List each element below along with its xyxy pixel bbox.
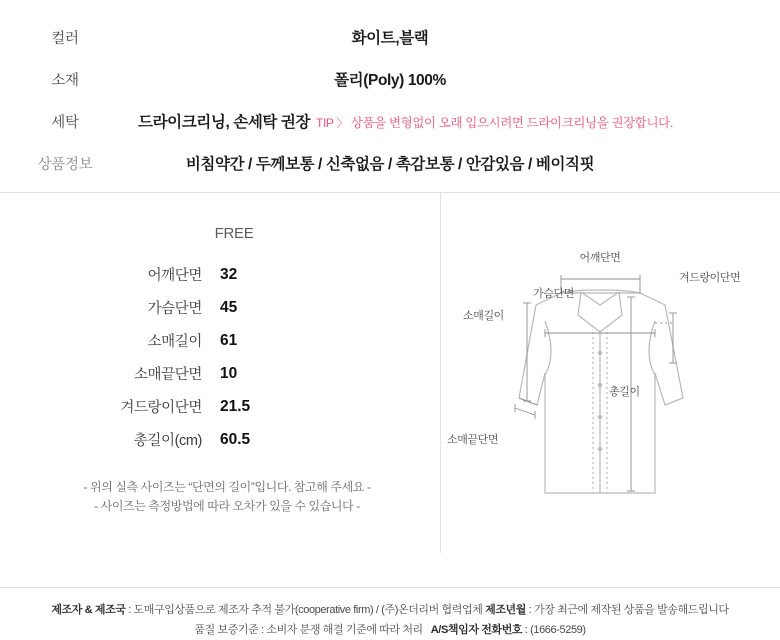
size-value-cuff: 10 (220, 364, 238, 382)
spec-value-wash (130, 102, 780, 144)
footer-year-text: : 가장 최근에 제작된 상품을 발송해드립니다 (528, 604, 729, 616)
spec-label-wash: 세탁 (51, 115, 79, 131)
size-row-shoulder (0, 258, 440, 291)
footer-manufacturer-text: : 도매구입상품으로 제조자 추적 불가(cooperative firm) / (주)온더리버 협력업체 (128, 604, 483, 616)
footer-as-text: : (1666-5259) (524, 624, 586, 636)
diagram-label-total-length: 총길이 (609, 386, 640, 398)
size-name-armhole: 겨드랑이단면 (120, 400, 202, 416)
size-row-total-length (0, 423, 440, 456)
size-name-sleeve-length: 소매길이 (147, 334, 202, 350)
spec-row-color (0, 18, 780, 60)
size-name-shoulder: 어깨단면 (147, 268, 202, 284)
spec-row-info (0, 144, 780, 186)
tip-text: 상품을 변형없이 오래 입으시려면 드라이크리닝을 권장합니다. (350, 116, 673, 130)
footer-warranty-text: 품질 보증기준 : 소비자 분쟁 해결 기준에 따라 처리 (194, 624, 423, 636)
spec-row-material (0, 60, 780, 102)
size-name-cuff: 소매끝단면 (133, 367, 202, 383)
size-diagram-panel (440, 193, 780, 553)
size-note-1: - 위의 실측 사이즈는 “단면의 길이”입니다. 참고해 주세요 - (83, 480, 371, 494)
size-column-header: FREE (214, 225, 254, 242)
size-note-2: - 사이즈는 측정방법에 따라 오차가 있을 수 있습니다 - (94, 499, 360, 513)
spec-value-info: 비침약간 / 두께보통 / 신축없음 / 촉감보통 / 안감있음 / 베이직핏 (185, 156, 595, 173)
size-row-sleeve-length (0, 324, 440, 357)
footer-as-label: A/S책임자 전화번호 (430, 624, 523, 636)
size-value-sleeve-length: 61 (220, 331, 238, 349)
wash-tip (316, 116, 673, 130)
size-value-shoulder: 32 (220, 265, 238, 283)
diagram-label-armhole: 겨드랑이단면 (679, 272, 741, 284)
spec-label-color: 컬러 (51, 31, 79, 47)
diagram-label-sleeve-length: 소매길이 (463, 310, 504, 322)
footer-line-2 (0, 620, 780, 640)
footer-line-1 (0, 600, 780, 620)
spec-row-wash (0, 102, 780, 144)
size-list (0, 258, 440, 456)
size-row-cuff (0, 357, 440, 390)
wash-text: 드라이크리닝, 손세탁 권장 (138, 114, 311, 131)
shirt-illustration-icon (441, 193, 780, 553)
footer-info (0, 587, 780, 640)
diagram-label-shoulder: 어깨단면 (579, 252, 621, 264)
size-row-chest (0, 291, 440, 324)
spec-value-color: 화이트,블랙 (351, 30, 429, 47)
footer-manufacturer-label: 제조자 & 제조국 (51, 604, 126, 616)
size-value-chest: 45 (220, 298, 238, 316)
size-value-armhole: 21.5 (220, 397, 251, 415)
size-row-armhole (0, 390, 440, 423)
diagram-label-cuff: 소매끝단면 (447, 434, 499, 446)
diagram-label-chest: 가슴단면 (533, 288, 574, 300)
spec-label-info: 상품정보 (37, 157, 93, 173)
size-name-total-length: 총길이(cm) (133, 433, 202, 449)
spec-value-material: 폴리(Poly) 100% (334, 72, 446, 89)
size-name-chest: 가슴단면 (147, 301, 202, 317)
tip-word: TIP 〉 (316, 116, 348, 130)
size-value-total-length: 60.5 (220, 430, 251, 448)
spec-table (0, 0, 780, 186)
spec-label-material: 소재 (51, 73, 79, 89)
shirt-diagram (441, 193, 780, 553)
size-table-panel (0, 193, 440, 553)
size-notes (0, 478, 440, 516)
size-section (0, 193, 780, 553)
footer-year-label: 제조년월 (485, 604, 526, 616)
